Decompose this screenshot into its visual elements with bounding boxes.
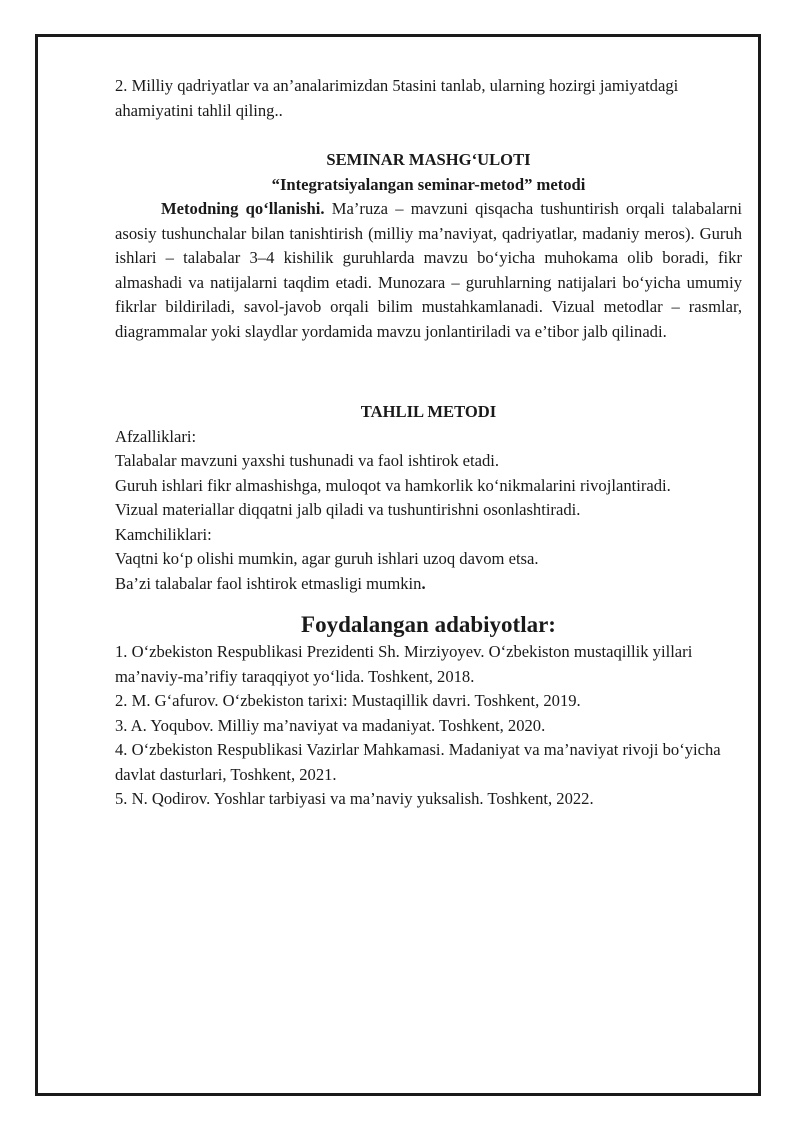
disadvantage-item-2-text: Ba’zi talabalar faol ishtirok etmasligi mumkin xyxy=(115,573,422,593)
task-2-text: 2. Milliy qadriyatlar va an’analarimizdan 5tasini tanlab, ularning hozirgi jamiyatdagi ahamiyatini tahlil qiling.. xyxy=(115,76,679,120)
reference-item-3: 3. A. Yoqubov. Milliy ma’naviyat va madaniyat. Toshkent, 2020. xyxy=(115,715,546,735)
disadvantage-item-2 xyxy=(115,572,742,597)
reference-item-4: 4. O‘zbekiston Respublikasi Vazirlar Mahkamasi. Madaniyat va ma’naviyat rivoji bo‘yicha davlat dasturlari, Toshkent, 2021. xyxy=(115,740,721,784)
disadvantages-label: Kamchiliklari: xyxy=(115,524,212,544)
advantage-item-3: Vizual materiallar diqqatni jalb qiladi va tushuntirishni osonlashtiradi. xyxy=(115,500,581,519)
disadvantage-item-2-end: . xyxy=(421,573,426,593)
reference-item-1: 1. O‘zbekiston Respublikasi Prezidenti Sh. Mirziyoyev. O‘zbekiston mustaqillik yillari ma’naviy-ma’rifiy taraqqiyot yo‘lida. Toshkent, 2018. xyxy=(115,642,693,686)
seminar-body: Ma’ruza – mavzuni qisqacha tushuntirish orqali talabalarni asosiy tushunchalar bilan tanishtirish (milliy ma’naviyat, qadriyatlar, madaniy meros). Guruh ishlari – talabalar 3–4 kishilik guruhlarda mavzu bo‘yicha muhokama olib boradi, fikr almashadi va natijalarni taqdim etadi. Munozara – guruhlarning natijalari bo‘yicha umumiy fikrlar bildiriladi, savol-javob orqali bilim mustahkamlanadi. Vizual metodlar – rasmlar, diagrammalar yoki slaydlar yordamida mavzu jonlantiriladi va e’tibor jalb qilinadi. xyxy=(115,199,742,341)
advantage-item-1: Talabalar mavzuni yaxshi tushunadi va faol ishtirok etadi. xyxy=(115,451,500,470)
seminar-lead: Metodning qo‘llanishi. xyxy=(161,199,325,218)
seminar-title: SEMINAR MASHG‘ULOTI xyxy=(326,150,531,169)
seminar-paragraph xyxy=(115,197,742,344)
advantages-label: Afzalliklari: xyxy=(115,426,197,446)
advantage-item-2: Guruh ishlari fikr almashishga, muloqot va hamkorlik ko‘nikmalarini rivojlantiradi. xyxy=(115,475,671,495)
reference-item-5: 5. N. Qodirov. Yoshlar tarbiyasi va ma’naviy yuksalish. Toshkent, 2022. xyxy=(115,789,594,808)
document-body xyxy=(115,74,742,812)
references-title: Foydalangan adabiyotlar: xyxy=(301,612,556,637)
disadvantage-item-1: Vaqtni ko‘p olishi mumkin, agar guruh ishlari uzoq davom etsa. xyxy=(115,549,539,568)
seminar-subtitle: “Integratsiyalangan seminar-metod” metodi xyxy=(271,174,586,194)
analysis-title: TAHLIL METODI xyxy=(360,402,497,421)
reference-item-2: 2. M. G‘afurov. O‘zbekiston tarixi: Mustaqillik davri. Toshkent, 2019. xyxy=(115,691,581,710)
